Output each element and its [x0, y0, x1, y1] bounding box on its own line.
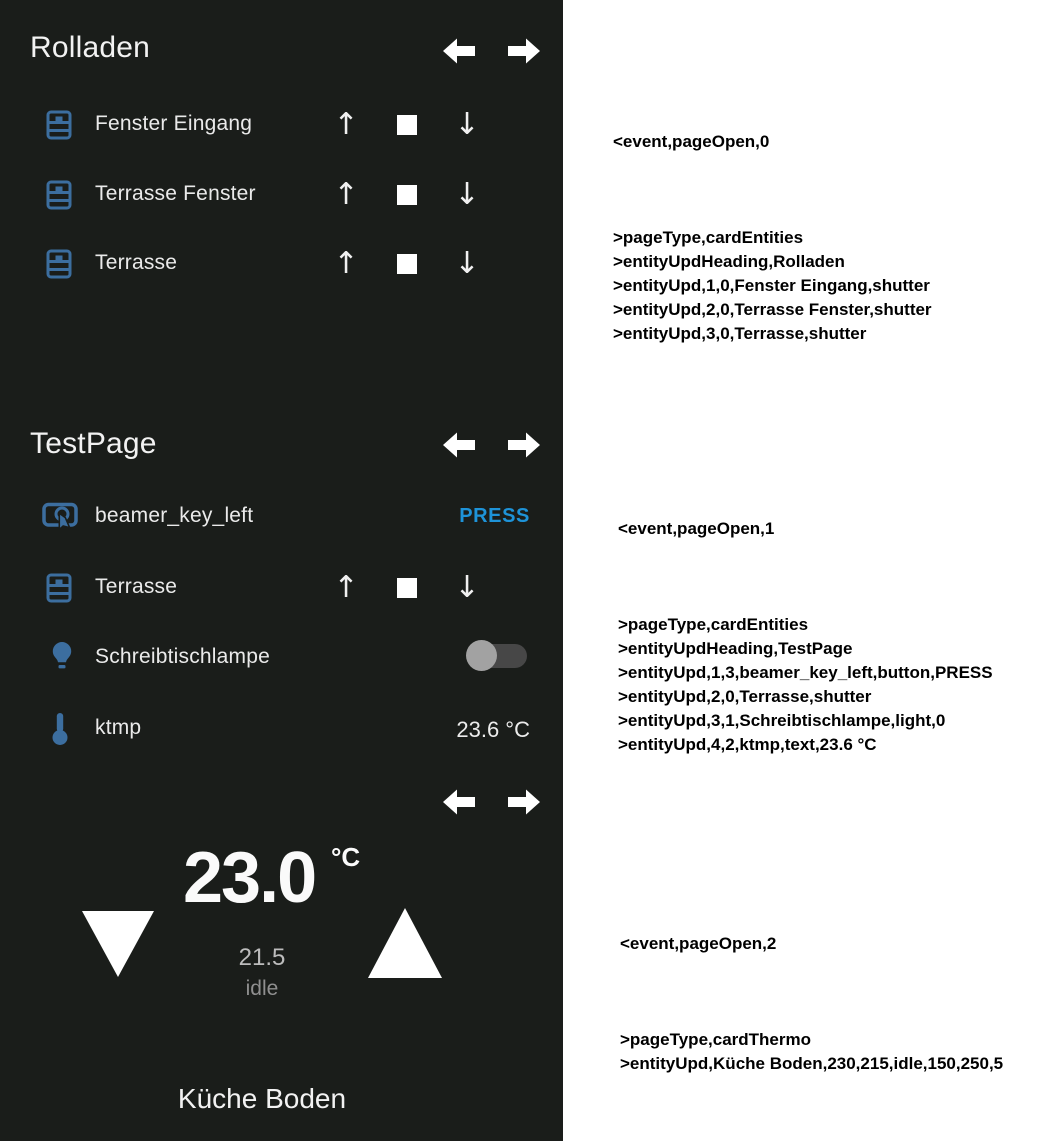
shutter-up-button[interactable]: ↑: [333, 570, 359, 605]
shutter-stop-button[interactable]: [397, 254, 417, 274]
target-temperature: 21.5: [238, 944, 286, 971]
protocol-lines: [618, 613, 993, 757]
arrow-right-bold-icon: [505, 429, 543, 461]
protocol-event-line: <event,pageOpen,0: [613, 132, 770, 151]
arrow-left-bold-icon: [440, 429, 478, 461]
temp-increase-button[interactable]: [368, 908, 442, 978]
current-temperature: 23.0: [183, 838, 316, 918]
entity-label: Terrasse: [95, 575, 178, 598]
entity-label: Terrasse: [95, 251, 178, 274]
protocol-lines: [613, 226, 932, 346]
protocol-line: >entityUpd,4,2,ktmp,text,23.6 °C: [618, 735, 877, 754]
entity-label: ktmp: [95, 716, 142, 739]
nav-previous-button[interactable]: [440, 786, 478, 818]
arrow-right-bold-icon: [505, 786, 543, 818]
shutter-stop-button[interactable]: [397, 185, 417, 205]
entity-label: beamer_key_left: [95, 504, 254, 527]
protocol-lines: [620, 1028, 1003, 1076]
protocol-event-line: <event,pageOpen,1: [618, 519, 775, 538]
page-title: Rolladen: [30, 31, 151, 64]
lightbulb-icon: [50, 641, 74, 673]
protocol-line: >entityUpdHeading,TestPage: [618, 639, 853, 658]
protocol-event-line: <event,pageOpen,2: [620, 934, 777, 953]
window-shutter-icon: [46, 180, 72, 210]
protocol-line: >entityUpd,3,1,Schreibtischlampe,light,0: [618, 711, 946, 730]
protocol-line: >pageType,cardEntities: [613, 228, 804, 247]
shutter-down-button[interactable]: ↓: [454, 107, 480, 142]
shutter-up-button[interactable]: ↑: [333, 107, 359, 142]
shutter-up-button[interactable]: ↑: [333, 177, 359, 212]
shutter-down-button[interactable]: ↓: [454, 177, 480, 212]
protocol-line: >entityUpd,Küche Boden,230,215,idle,150,250,5: [620, 1054, 1004, 1073]
protocol-line: >entityUpd,2,0,Terrasse Fenster,shutter: [613, 300, 932, 319]
toggle-knob: [466, 640, 497, 671]
shutter-stop-button[interactable]: [397, 578, 417, 598]
page-title: TestPage: [30, 427, 157, 460]
protocol-line: >pageType,cardThermo: [620, 1030, 811, 1049]
protocol-line: >pageType,cardEntities: [618, 615, 809, 634]
shutter-stop-button[interactable]: [397, 115, 417, 135]
shutter-down-button[interactable]: ↓: [454, 570, 480, 605]
arrow-left-bold-icon: [440, 35, 478, 67]
nav-previous-button[interactable]: [440, 429, 478, 461]
protocol-block-page2: [620, 884, 1003, 1100]
temp-decrease-button[interactable]: [82, 911, 154, 977]
sensor-value: 23.6 °C: [456, 717, 530, 742]
protocol-block-page1: [618, 469, 993, 781]
nav-next-button[interactable]: [505, 429, 543, 461]
thermometer-icon: [52, 712, 68, 746]
shutter-up-button[interactable]: ↑: [333, 246, 359, 281]
shutter-down-button[interactable]: ↓: [454, 246, 480, 281]
arrow-right-bold-icon: [505, 35, 543, 67]
protocol-line: >entityUpd,1,3,beamer_key_left,button,PRESS: [618, 663, 993, 682]
protocol-line: >entityUpd,2,0,Terrasse,shutter: [618, 687, 872, 706]
nav-previous-button[interactable]: [440, 35, 478, 67]
gesture-tap-button-icon: [42, 500, 78, 534]
protocol-line: >entityUpd,1,0,Fenster Eingang,shutter: [613, 276, 930, 295]
entity-label: Terrasse Fenster: [95, 182, 256, 205]
light-toggle-off[interactable]: [466, 640, 528, 671]
protocol-line: >entityUpd,3,0,Terrasse,shutter: [613, 324, 867, 343]
press-button[interactable]: PRESS: [459, 505, 530, 527]
temperature-unit: °C: [331, 842, 361, 872]
window-shutter-icon: [46, 573, 72, 603]
window-shutter-icon: [46, 110, 72, 140]
nav-next-button[interactable]: [505, 786, 543, 818]
window-shutter-icon: [46, 249, 72, 279]
protocol-line: >entityUpdHeading,Rolladen: [613, 252, 845, 271]
protocol-block-page0: [613, 82, 932, 370]
thermostat-name: Küche Boden: [177, 1083, 347, 1114]
arrow-left-bold-icon: [440, 786, 478, 818]
entity-label: Fenster Eingang: [95, 112, 253, 135]
entity-label: Schreibtischlampe: [95, 645, 270, 668]
thermostat-state: idle: [245, 977, 279, 1000]
nav-next-button[interactable]: [505, 35, 543, 67]
